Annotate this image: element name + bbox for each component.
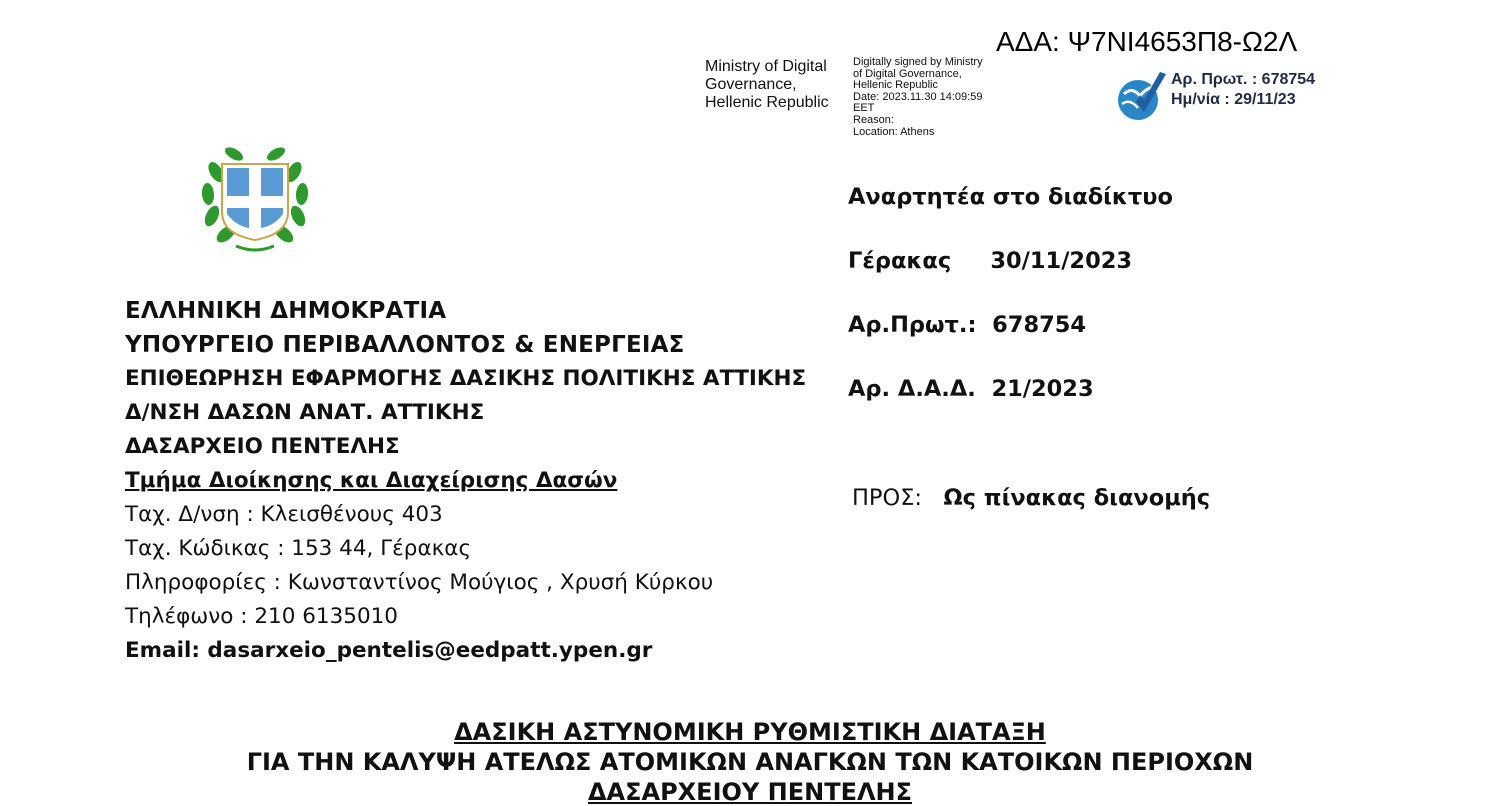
signature-detail-line: Digitally signed by Ministry [853, 56, 983, 68]
document-title-line-1: ΔΑΣΙΚΗ ΑΣΤΥΝΟΜΙΚΗ ΡΥΘΜΙΣΤΙΚΗ ΔΙΑΤΑΞΗ [454, 718, 1046, 746]
posting-notice: Αναρτητέα στο διαδίκτυο [848, 184, 1173, 210]
signature-detail-line: of Digital Governance, [853, 67, 962, 80]
document-title-line-2: ΓΙΑ ΤΗΝ ΚΑΛΥΨΗ ΑΤΕΛΩΣ ΑΤΟΜΙΚΩΝ ΑΝΑΓΚΩΝ ΤΩΝ ΚΑΤΟΙΚΩΝ ΠΕΡΙΟΧΩΝ [246, 748, 1254, 776]
signature-details [853, 57, 983, 138]
ada-code: ΑΔΑ: Ψ7ΝΙ4653Π8-Ω2Λ [996, 26, 1298, 57]
sender-block [125, 294, 806, 668]
document-title-line-3: ΔΑΣΑΡΧΕΙΟΥ ΠΕΝΤΕΛΗΣ [587, 778, 913, 806]
signature-detail-line: Reason: [853, 113, 894, 126]
dad-number: Αρ. Δ.Α.Δ. 21/2023 [848, 376, 1094, 402]
republic-line: ΕΛΛΗΝΙΚΗ ΔΗΜΟΚΡΑΤΙΑ [125, 298, 447, 324]
directorate-line: Δ/ΝΣΗ ΔΑΣΩΝ ΑΝΑΤ. ΑΤΤΙΚΗΣ [125, 400, 485, 425]
recipient-label: ΠΡΟΣ: [852, 485, 922, 511]
email-line: Email: dasarxeio_pentelis@eedpatt.ypen.gr [125, 638, 653, 663]
protocol-check-icon [1114, 68, 1170, 122]
address-line: Ταχ. Δ/νση : Κλεισθένους 403 [125, 502, 443, 527]
inspectorate-line: ΕΠΙΘΕΩΡΗΣΗ ΕΦΑΡΜΟΓΗΣ ΔΑΣΙΚΗΣ ΠΟΛΙΤΙΚΗΣ ΑΤΤΙΚΗΣ [125, 366, 807, 391]
info-line: Πληροφορίες : Κωνσταντίνος Μούγιος , Χρυσή Κύρκου [125, 570, 714, 595]
signature-organization [705, 58, 829, 112]
signature-detail-line: Location: Athens [853, 125, 935, 138]
document-date: Γέρακας 30/11/2023 [848, 248, 1133, 274]
postal-code-line: Ταχ. Κώδικας : 153 44, Γέρακας [125, 536, 472, 561]
recipient [852, 485, 1210, 511]
signature-detail-line: EET [853, 102, 875, 115]
forest-office-line: ΔΑΣΑΡΧΕΙΟ ΠΕΝΤΕΛΗΣ [125, 434, 400, 459]
signature-detail-line: Hellenic Republic [853, 79, 938, 92]
signature-org-line: Hellenic Republic [705, 94, 829, 111]
protocol-stamp [1171, 70, 1315, 110]
recipient-value: Ως πίνακας διανομής [943, 485, 1211, 511]
signature-org-line: Governance, [705, 76, 797, 93]
phone-line: Τηλέφωνο : 210 6135010 [125, 604, 398, 629]
department-line: Τμήμα Διοίκησης και Διαχείρισης Δασών [125, 468, 618, 493]
greek-coat-of-arms-icon [200, 142, 310, 254]
protocol-stamp-date: Ημ/νία : 29/11/23 [1171, 91, 1296, 108]
ministry-line: ΥΠΟΥΡΓΕΙΟ ΠΕΡΙΒΑΛΛΟΝΤΟΣ & ΕΝΕΡΓΕΙΑΣ [125, 332, 685, 358]
signature-detail-line: Date: 2023.11.30 14:09:59 [853, 90, 983, 103]
protocol-stamp-number: Αρ. Πρωτ. : 678754 [1171, 71, 1316, 88]
protocol-number: Αρ.Πρωτ.: 678754 [848, 312, 1087, 338]
signature-org-line: Ministry of Digital [705, 58, 827, 75]
